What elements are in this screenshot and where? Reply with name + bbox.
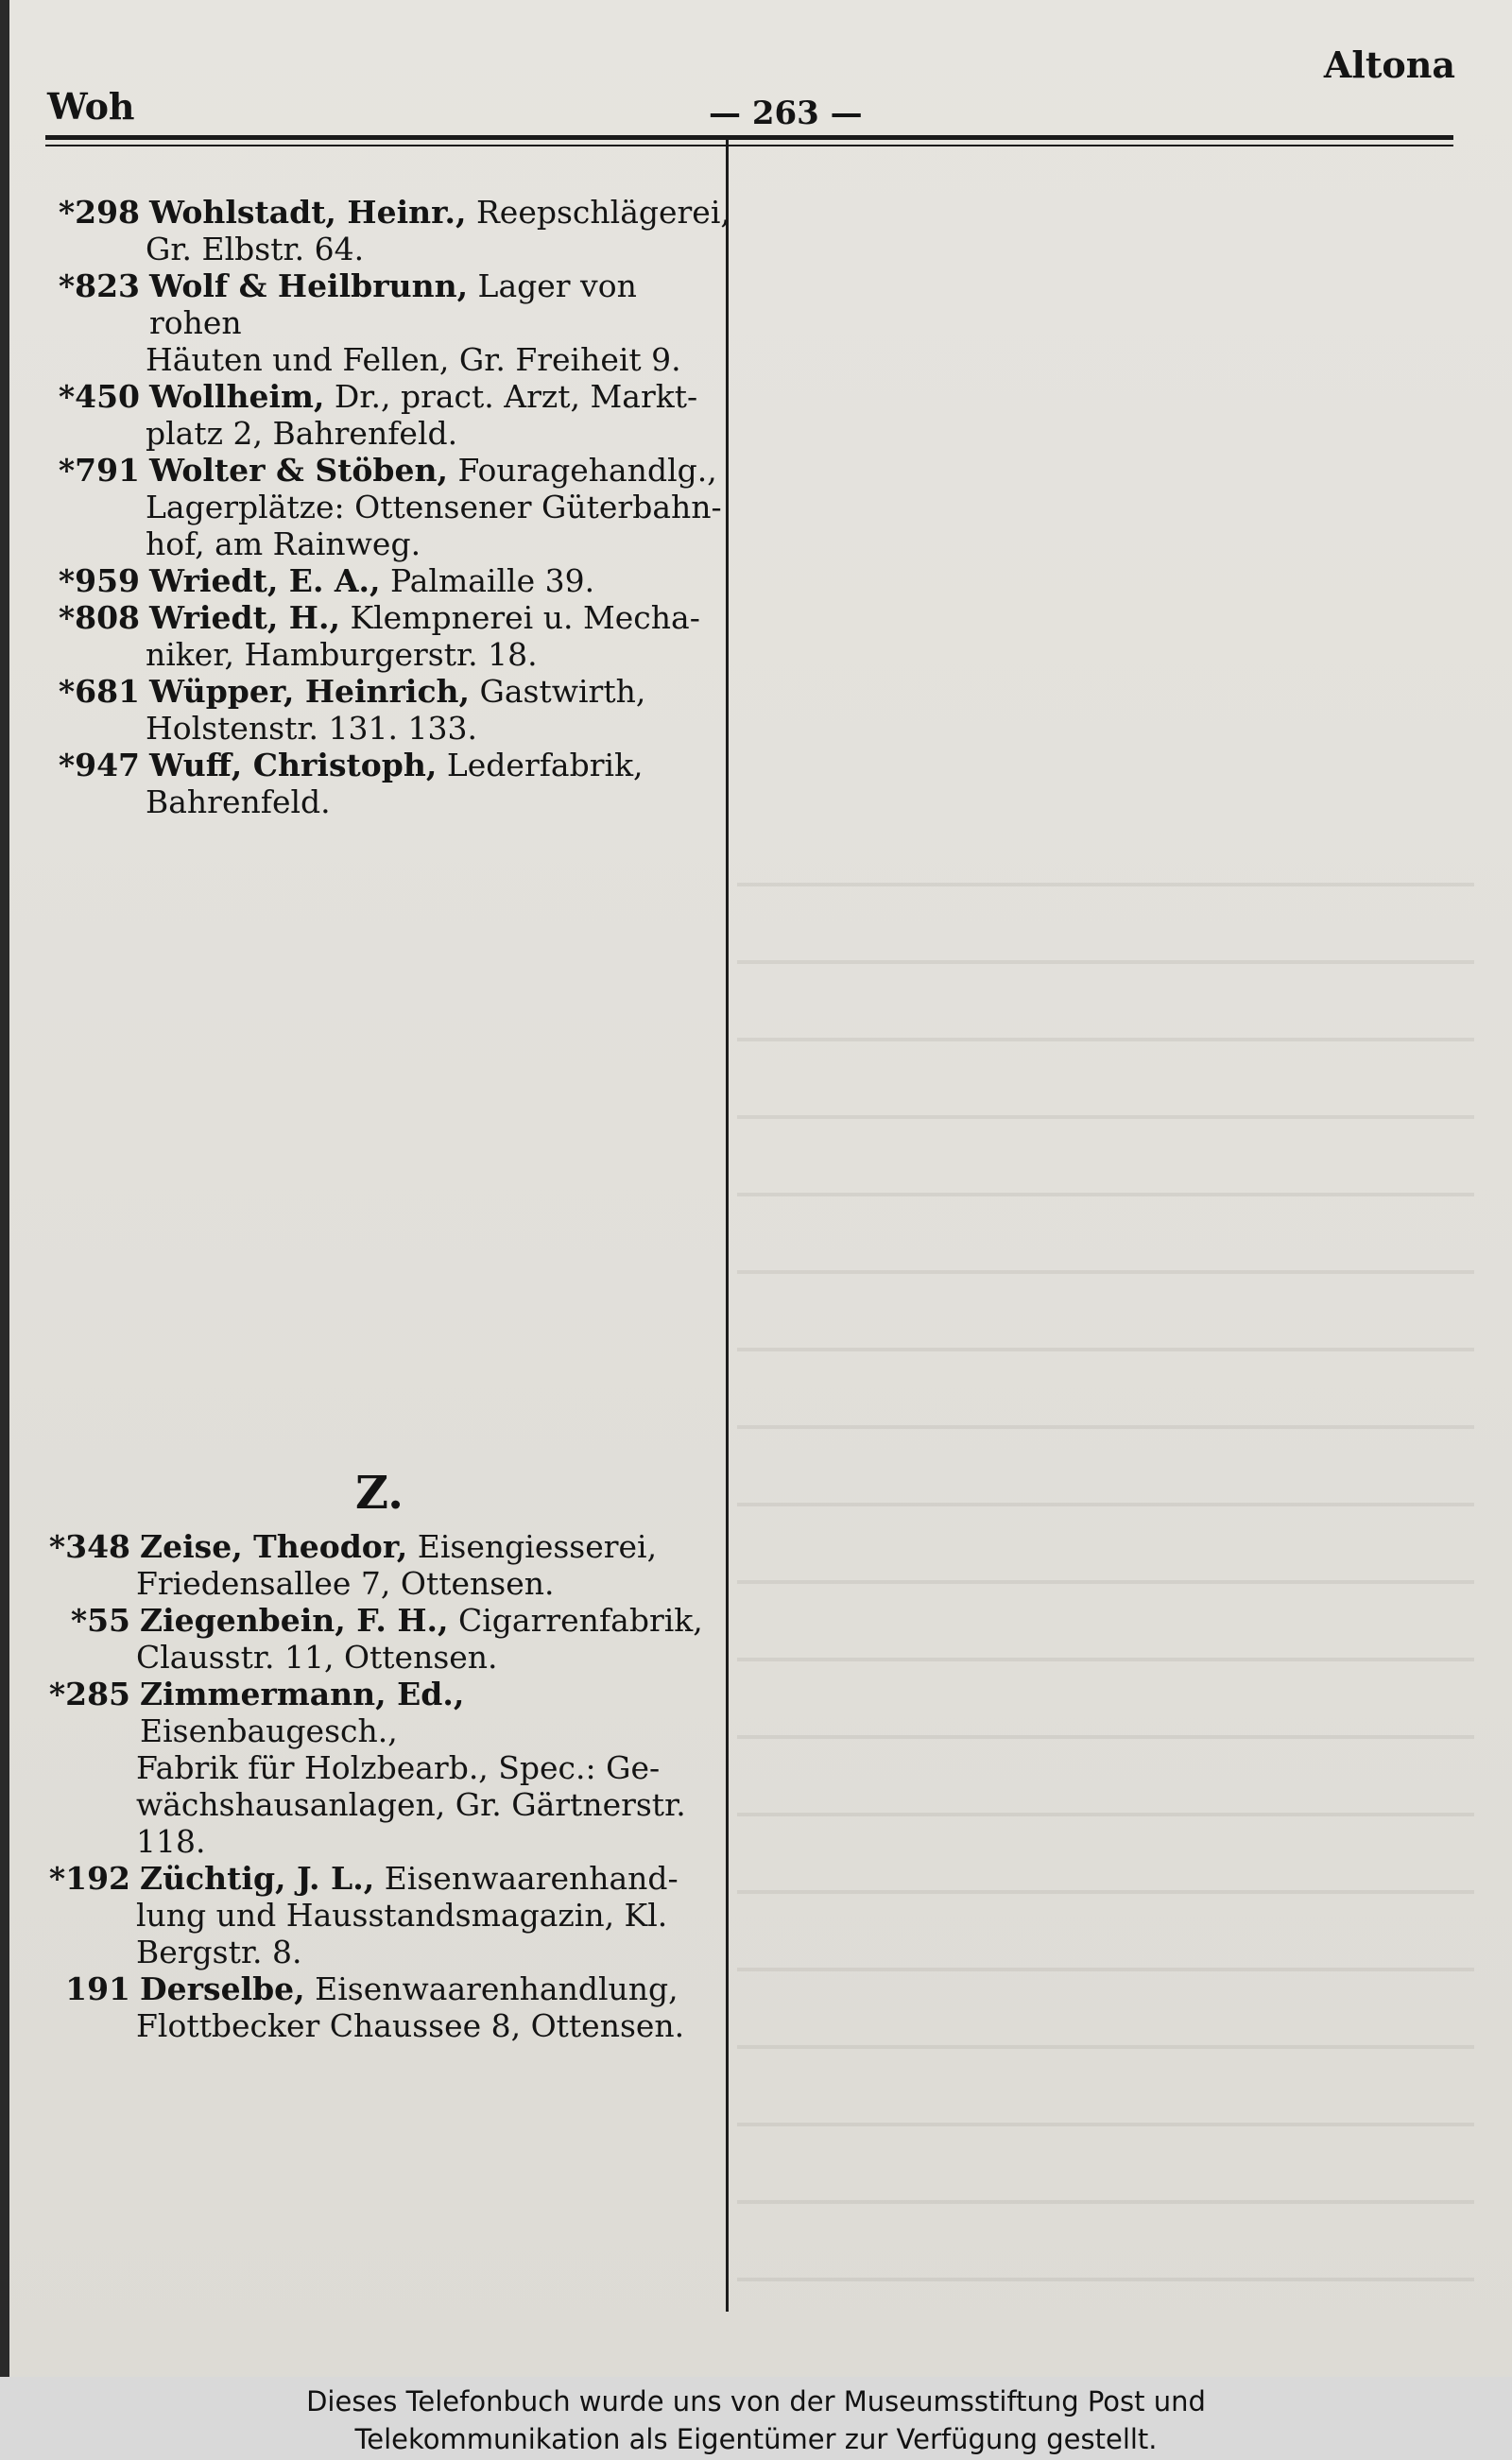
subscriber-name: Züchtig, J. L.,: [140, 1860, 375, 1897]
subscriber-detail: Dr., pract. Arzt, Markt-: [324, 378, 698, 415]
subscriber-address: Flottbecker Chaussee 8, Ottensen.: [136, 2007, 685, 2044]
list-item: [38, 747, 737, 820]
subscriber-address: Häuten und Fellen, Gr. Freiheit 9.: [146, 341, 681, 378]
list-item: [28, 1970, 728, 2044]
subscriber-name: Wüpper, Heinrich,: [149, 673, 471, 710]
subscriber-detail: Eisenwaarenhandlung,: [304, 1970, 679, 2007]
subscriber-name: Zeise, Theodor,: [140, 1528, 408, 1565]
subscriber-address: wächshausanlagen, Gr. Gärtnerstr.: [136, 1786, 686, 1823]
subscriber-name: Ziegenbein, F. H.,: [140, 1602, 449, 1639]
list-item: [38, 452, 737, 562]
list-item: [28, 1860, 728, 1970]
subscriber-number: 191: [65, 1970, 130, 2007]
page-header: [47, 43, 1455, 132]
list-item: [38, 378, 737, 452]
list-item: [38, 599, 737, 673]
page-edge-shadow: [0, 0, 9, 2377]
list-item: [38, 267, 737, 378]
subscriber-detail: Lederfabrik,: [437, 747, 644, 783]
section-letter-z: Z.: [355, 1467, 404, 1520]
subscriber-number: *823: [58, 267, 140, 304]
subscriber-detail: Klempnerei u. Mecha-: [339, 599, 700, 636]
header-rule: [45, 135, 1453, 140]
subscriber-address: lung und Hausstandsmagazin, Kl.: [136, 1897, 668, 1934]
bleed-through-texture: [737, 851, 1474, 2325]
subscriber-address: Holstenstr. 131. 133.: [146, 710, 477, 747]
subscriber-address: Gr. Elbstr. 64.: [146, 231, 365, 267]
subscriber-address: Friedensallee 7, Ottensen.: [136, 1565, 555, 1602]
subscriber-number: *450: [58, 378, 140, 415]
subscriber-address: Fabrik für Holzbearb., Spec.: Ge-: [136, 1749, 661, 1786]
subscriber-name: Wolter & Stöben,: [149, 452, 448, 489]
header-keyword: Woh: [47, 85, 135, 128]
subscriber-address: Clausstr. 11, Ottensen.: [136, 1639, 498, 1676]
subscriber-number: *55: [70, 1602, 130, 1639]
attribution-line-1: Dieses Telefonbuch wurde uns von der Museumsstiftung Post und: [306, 2385, 1206, 2417]
list-item: [28, 1602, 728, 1676]
subscriber-address: hof, am Rainweg.: [146, 525, 421, 562]
subscriber-name: Wohlstadt, Heinr.,: [149, 194, 467, 231]
list-item: [28, 1528, 728, 1602]
entries-w-list: [38, 194, 737, 820]
subscriber-address: Bergstr. 8.: [136, 1934, 302, 1970]
attribution-footer: [0, 2377, 1512, 2460]
list-item: [28, 1676, 728, 1860]
subscriber-name: Derselbe,: [140, 1970, 305, 2007]
list-item: [38, 194, 737, 267]
subscriber-detail: Palmaille 39.: [380, 562, 595, 599]
subscriber-detail: Eisengiesserei,: [407, 1528, 658, 1565]
subscriber-name: Wollheim,: [149, 378, 325, 415]
subscriber-detail: Cigarrenfabrik,: [448, 1602, 703, 1639]
subscriber-name: Wuff, Christoph,: [149, 747, 438, 783]
subscriber-detail: Eisenwaarenhand-: [374, 1860, 679, 1897]
subscriber-number: *791: [58, 452, 140, 489]
subscriber-address: 118.: [136, 1823, 206, 1860]
subscriber-detail: Reepschlägerei,: [466, 194, 730, 231]
header-city: Altona: [1323, 43, 1455, 86]
entries-z-list: [28, 1528, 728, 2044]
subscriber-number: *298: [58, 194, 140, 231]
subscriber-address: Lagerplätze: Ottensener Güterbahn-: [146, 489, 722, 525]
subscriber-address: platz 2, Bahrenfeld.: [146, 415, 458, 452]
attribution-line-2: Telekommunikation als Eigentümer zur Verfügung gestellt.: [354, 2423, 1158, 2455]
subscriber-number: *808: [58, 599, 140, 636]
page-number: — 263 —: [709, 95, 863, 132]
subscriber-number: *348: [48, 1528, 130, 1565]
subscriber-name: Wriedt, E. A.,: [149, 562, 381, 599]
subscriber-number: *947: [58, 747, 140, 783]
subscriber-number: *681: [58, 673, 140, 710]
subscriber-name: Wriedt, H.,: [149, 599, 340, 636]
subscriber-detail: Eisenbaugesch.,: [140, 1712, 398, 1749]
subscriber-number: *192: [48, 1860, 130, 1897]
list-item: [38, 673, 737, 747]
subscriber-number: *959: [58, 562, 140, 599]
header-rule-thin: [45, 145, 1453, 146]
subscriber-number: *285: [48, 1676, 130, 1712]
subscriber-address: niker, Hamburgerstr. 18.: [146, 636, 538, 673]
subscriber-detail: Gastwirth,: [470, 673, 646, 710]
subscriber-detail: Fouragehandlg.,: [447, 452, 717, 489]
subscriber-address: Bahrenfeld.: [146, 783, 331, 820]
subscriber-detail: Lager von rohen: [149, 267, 637, 341]
subscriber-name: Wolf & Heilbrunn,: [149, 267, 469, 304]
subscriber-name: Zimmermann, Ed.,: [140, 1676, 465, 1712]
list-item: [38, 562, 737, 599]
